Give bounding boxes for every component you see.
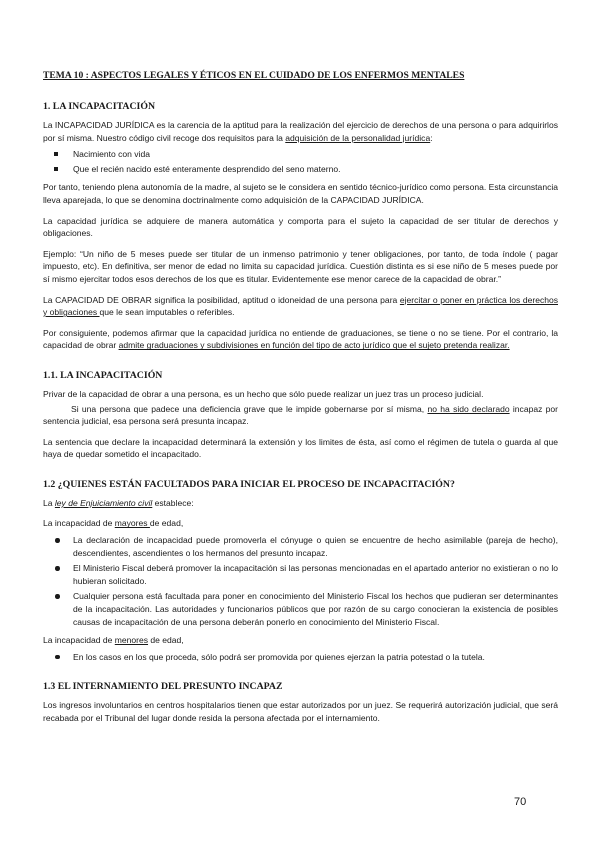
paragraph: [43, 327, 558, 352]
text: La INCAPACIDAD JURÍDICA es la carencia de la aptitud para la realización del ejercicio de derechos de una persona o para adquirirlos por sí misma. Nuestro código civil recoge dos requisitos para la: [43, 120, 558, 143]
paragraph: [43, 517, 558, 530]
paragraph: Privar de la capacidad de obrar a una persona, es un hecho que sólo puede realizar un juez tras un proceso judicial.: [43, 388, 484, 399]
underlined-text: menores: [114, 635, 149, 646]
paragraph: La sentencia que declare la incapacidad determinará la extensión y los limites de ésta, así como el régimen de tutela o guarda al que haya de quedar sometido el incapacitado.: [43, 436, 558, 460]
underlined-text: ley de Enjuiciamiento civil: [54, 497, 153, 508]
text: de edad,: [149, 518, 184, 529]
text: La: [43, 497, 55, 508]
mayores-list: [43, 534, 558, 628]
list-item: Que el recién nacido esté enteramente desprendido del seno materno.: [43, 163, 558, 176]
list-item: El Ministerio Fiscal deberá promover la incapacitación si las personas mencionadas en el apartado anterior no existieran o no lo hubieran solicitado.: [43, 562, 558, 587]
requirements-list: [43, 148, 558, 175]
text: La incapacidad de: [43, 635, 115, 646]
section-heading-1-3: 1.3 EL INTERNAMIENTO DEL PRESUNTO INCAPAZ: [43, 681, 283, 693]
text: de edad,: [148, 635, 184, 646]
list-item: En los casos en los que proceda, sólo podrá ser promovida por quienes ejerzan la patria potestad o la tutela.: [43, 651, 558, 664]
text: establece:: [152, 497, 194, 508]
text: :: [430, 132, 433, 143]
text: Por consiguiente, podemos afirmar que la capacidad jurídica no entiende de graduaciones, se tiene o no se tiene. Por el contrario, la capacidad de obrar: [43, 327, 558, 351]
section-heading-1-2: 1.2 ¿QUIENES ESTÁN FACULTADOS PARA INICIAR EL PROCESO DE INCAPACITACIÓN?: [43, 478, 455, 490]
paragraph: [43, 294, 558, 319]
text: La incapacidad de: [43, 518, 115, 529]
list-item: Nacimiento con vida: [43, 148, 558, 161]
text: Si una persona que padece una deficiencia grave que le impide gobernarse por sí misma,: [71, 403, 428, 414]
paragraph: Por tanto, teniendo plena autonomía de la madre, al sujeto se le considera en sentido técnico-jurídico como persona. Esta circunstancia lleva aparejada, lo que se denomina doctrinalmente como adquisición de la CAPACIDAD JURÍDICA.: [43, 182, 558, 205]
section-heading-1-1: 1.1. LA INCAPACITACIÓN: [43, 369, 163, 381]
text: La CAPACIDAD DE OBRAR significa la posibilidad, aptitud o idoneidad de una persona para: [43, 294, 400, 305]
paragraph: La capacidad jurídica se adquiere de manera automática y comporta para el sujeto la capacidad de ser titular de derechos y obligaciones.: [43, 215, 558, 239]
page-number: 70: [514, 796, 527, 808]
list-item: Cualquier persona está facultada para poner en conocimiento del Ministerio Fiscal los hechos que pudieran ser determinantes de la incapacitación. Las autoridades y funcionarios públicos que por razón de su cargo conocieran la existencia de posibles causas de incapacitación de una persona deberán ponerlo en conocimiento del Ministerio Fiscal.: [43, 590, 558, 628]
underlined-text: ejercitar o poner en práctica los derechos y obligaciones: [43, 294, 558, 318]
paragraph: [43, 403, 558, 428]
example-paragraph: Ejemplo: “Un niño de 5 meses puede ser titular de un inmenso patrimonio y tener obligaciones, por tanto, de toda índole ( pagar impuesto, etc). En definitiva, ser menor de edad no limita su capacidad jurídica. Cuestión distinta es si ese niño de 5 meses puede por sí mismo ejercitar todos esos derechos de los que es titular. Evidentemente ese menor carece de la capacidad de obrar.”: [43, 248, 558, 284]
paragraph: [43, 634, 558, 647]
document-title: TEMA 10 : ASPECTOS LEGALES Y ÉTICOS EN EL CUIDADO DE LOS ENFERMOS MENTALES: [43, 70, 465, 81]
underlined-text: admite graduaciones y subdivisiones en función del tipo de acto jurídico que el sujeto pretenda realizar.: [118, 340, 510, 351]
paragraph: Los ingresos involuntarios en centros hospitalarios tienen que estar autorizados por un juez. Se requerirá autorización judicial, que será recabada por el Tribunal del lugar donde resida la persona afectada por el internamiento.: [43, 700, 558, 723]
menores-list: [43, 651, 558, 664]
list-item: La declaración de incapacidad puede promoverla el cónyuge o quien se encuentre de hecho asimilable (pareja de hecho), descendientes, ascendientes o los hermanos del presunto incapaz.: [43, 534, 558, 559]
underlined-text: adquisición de la personalidad jurídica: [285, 132, 431, 143]
paragraph: [43, 119, 558, 144]
underlined-text: no ha sido declarado: [427, 403, 510, 414]
text: que le sean imputables o referibles.: [99, 307, 235, 318]
underlined-text: mayores: [114, 518, 150, 529]
section-heading-1: 1. LA INCAPACITACIÓN: [43, 101, 156, 112]
text: incapaz por sentencia judicial, esa persona será presunta incapaz.: [43, 403, 559, 427]
paragraph: [43, 497, 558, 510]
